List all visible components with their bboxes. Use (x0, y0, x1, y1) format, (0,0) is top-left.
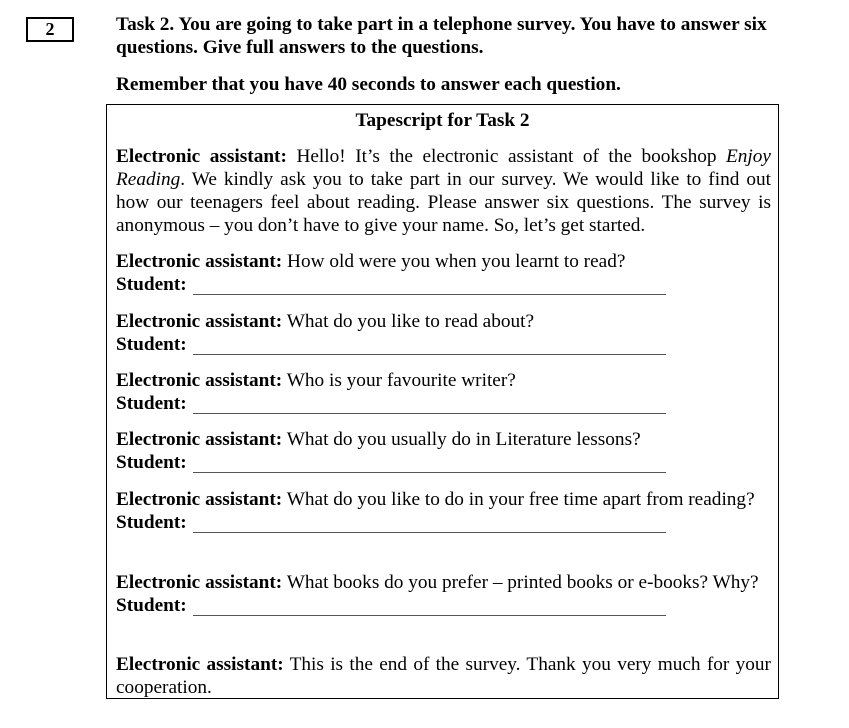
task-instruction: Task 2. You are going to take part in a telephone survey. You have to answer six questions. Give full answers to the questions. (116, 14, 767, 58)
student-label: Student: (116, 393, 187, 414)
question-text: What books do you prefer – printed books or e-books? Why? (286, 572, 759, 593)
question-block-1 (116, 250, 771, 296)
answer-line-6[interactable] (193, 597, 666, 616)
question-text: What do you like to read about? (286, 311, 535, 332)
student-label: Student: (116, 274, 187, 295)
time-reminder: Remember that you have 40 seconds to answer each question. (116, 74, 621, 95)
speaker-label: Electronic assistant: (116, 572, 283, 593)
speaker-label: Electronic assistant: (116, 654, 284, 675)
tapescript-box (106, 104, 779, 699)
question-text: What do you like to do in your free time apart from reading? (286, 489, 755, 510)
closing-paragraph (116, 653, 771, 699)
answer-line-3[interactable] (193, 395, 666, 414)
task-number-box: 2 (26, 17, 74, 42)
tapescript-title: Tapescript for Task 2 (355, 110, 530, 131)
student-label: Student: (116, 452, 187, 473)
answer-line-2[interactable] (193, 336, 666, 355)
student-label: Student: (116, 595, 187, 616)
answer-line-4[interactable] (193, 454, 666, 473)
question-block-5 (116, 488, 771, 534)
question-block-4 (116, 428, 771, 474)
question-block-2 (116, 310, 771, 356)
intro-text-end: . We kindly ask you to take part in our survey. We would like to find out how our teenagers feel about reading. Please answer six questions. The survey is anonymous – you don’t have to give your name. So, let’s get started. (116, 169, 771, 236)
speaker-label: Electronic assistant: (116, 251, 283, 272)
answer-line-1[interactable] (193, 276, 666, 295)
question-text: How old were you when you learnt to read? (287, 251, 626, 272)
question-text: Who is your favourite writer? (286, 370, 516, 391)
intro-paragraph (116, 145, 771, 237)
bookshop-name: Enjoy Reading (116, 146, 771, 190)
question-block-6 (116, 571, 771, 617)
question-text: What do you usually do in Literature lessons? (286, 429, 641, 450)
speaker-label: Electronic assistant: (116, 429, 283, 450)
student-label: Student: (116, 512, 187, 533)
question-block-3 (116, 369, 771, 415)
intro-text-start: Hello! It’s the electronic assistant of the bookshop (296, 146, 727, 167)
answer-line-5[interactable] (193, 514, 666, 533)
speaker-label: Electronic assistant: (116, 489, 283, 510)
speaker-label: Electronic assistant: (116, 146, 287, 167)
speaker-label: Electronic assistant: (116, 370, 283, 391)
speaker-label: Electronic assistant: (116, 311, 283, 332)
student-label: Student: (116, 334, 187, 355)
closing-text: This is the end of the survey. Thank you very much for your cooperation. (116, 654, 771, 698)
